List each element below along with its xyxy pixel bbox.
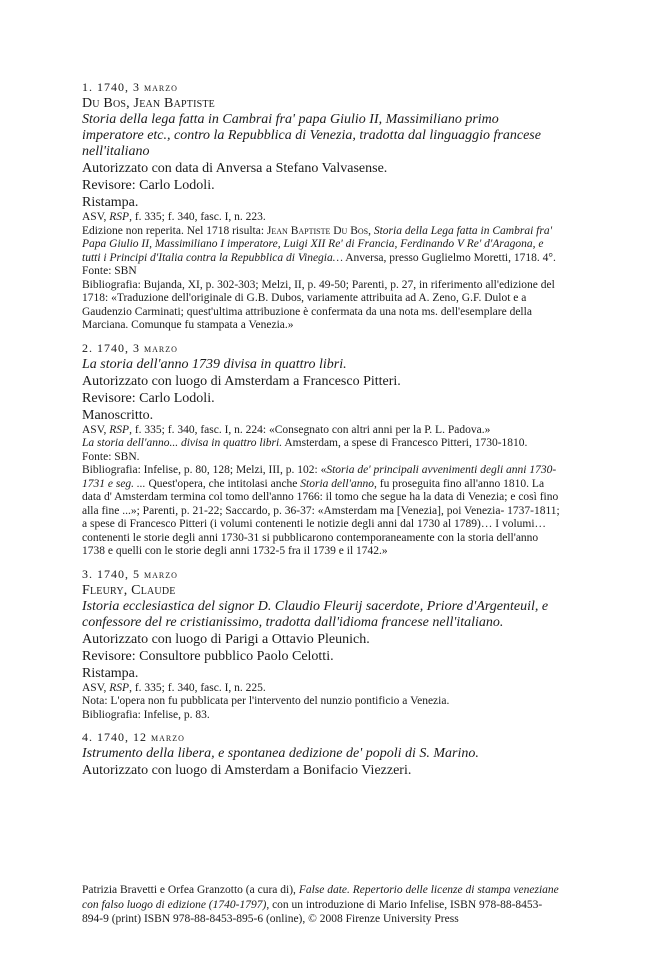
entry-heading: 1. 1740, 3 marzo xyxy=(82,80,178,94)
entry-source: Fonte: SBN. xyxy=(82,450,140,463)
entry-status: Ristampa. xyxy=(82,195,139,210)
entry-authorization: Autorizzato con data di Anversa a Stefano Valvasense. xyxy=(82,161,388,176)
entry-4 xyxy=(82,730,560,779)
entry-author: Du Bos, Jean Baptiste xyxy=(82,96,215,111)
entry-archive: ASV, RSP, f. 335; f. 340, fasc. I, n. 223. xyxy=(82,211,266,223)
entry-reviser: Revisore: Consultore pubblico Paolo Celotti. xyxy=(82,648,334,664)
entry-author: Fleury, Claude xyxy=(82,582,176,598)
entry-status: Manoscritto. xyxy=(82,407,154,423)
entry-1 xyxy=(82,80,560,333)
entry-title: Istrumento della libera, e spontanea dedizione de' popoli di S. Marino. xyxy=(82,746,479,761)
entry-title: Storia della lega fatta in Cambrai fra' papa Giulio II, Massimiliano primo imperatore etc., contro la Repubblica di Venezia, tradotta dal linguaggio francese nell'italiano xyxy=(82,112,541,159)
entry-reviser: Revisore: Carlo Lodoli. xyxy=(82,390,215,406)
entry-bibliography: Bibliografia: Infelise, p. 83. xyxy=(82,708,210,721)
entry-heading: 3. 1740, 5 marzo xyxy=(82,566,178,581)
page-footer-citation: Patrizia Bravetti e Orfea Granzotto (a cura di), False date. Repertorio delle licenze di stampa veneziane con falso luogo di edizione (1740-1797), con un introduzione di Mario Infelise, ISBN 978-88-8453-894-9 (print) ISBN 978-88-8453-895-6 (online), © 2008 Firenze University Press xyxy=(82,884,559,925)
entry-archive: ASV, RSP, f. 335; f. 340, fasc. I, n. 225. xyxy=(82,681,266,694)
entry-edition: La storia dell'anno... divisa in quattro libri. Amsterdam, a spese di Francesco Pitteri, 1730-1810. xyxy=(82,437,528,449)
entry-reviser: Revisore: Carlo Lodoli. xyxy=(82,178,215,193)
entry-authorization: Autorizzato con luogo di Amsterdam a Francesco Pitteri. xyxy=(82,373,401,389)
entry-authorization: Autorizzato con luogo di Parigi a Ottavio Pleunich. xyxy=(82,631,370,647)
entry-status: Ristampa. xyxy=(82,665,139,681)
entry-3 xyxy=(82,567,560,723)
entry-source: Fonte: SBN xyxy=(82,265,137,277)
entry-archive: ASV, RSP, f. 335; f. 340, fasc. I, n. 224: «Consegnato con altri anni per la P. L. Padova.» xyxy=(82,423,491,436)
entry-note: Nota: L'opera non fu pubblicata per l'intervento del nunzio pontificio a Venezia. xyxy=(82,695,450,707)
entry-bibliography: Bibliografia: Infelise, p. 80, 128; Melzi, III, p. 102: «Storia de' principali avvenimenti degli anni 1730-1731 e seg. ... Quest'opera, che intitolasi anche Storia dell'anno, fu proseguita fino all'anno 1810. La data d' Amsterdam termina col tomo dell'anno 1766: il tomo che segue ha la data di Venezia; e così fino alla fine ...»; Parenti, p. 21-22; Saccardo, p. 36-37: «Amsterdam ma [Venezia], poi Venezia- 1737-1811; a spese di Francesco Pitteri (i volumi contenenti le notizie degli anni dal 1730 al 1789)… I volumi…contenenti le storie degli anni 1730-31 si pubblicarono contemporaneamente con la storia dell'anno 1738 e quelli con le storie degli anni 1732-5 fra il 1739 e il 1742.» xyxy=(82,464,560,557)
document-body xyxy=(82,80,560,787)
entry-bibliography: Bibliografia: Bujanda, XI, p. 302-303; Melzi, II, p. 49-50; Parenti, p. 27, in riferimento all'edizione del 1718: «Traduzione dell'originale di G.B. Dubos, variamente attribuita ad A. Zeno, G.F. Dulot e a Gaudenzio Carminati; quest'ultima attribuzione è confermata da una nota ms. dell'esemplare della Marciana. Comunque fu stampata a Venezia.» xyxy=(82,278,555,331)
entry-edition: Edizione non reperita. Nel 1718 risulta: Jean Baptiste Du Bos, Storia della Lega fatta in Cambrai fra' Papa Giulio II, Massimiliano I imperatore, Luigi XII Re' di Francia, Ferdinando V Re' d'Aragona, e tutti i Principi d'Italia contra la Repubblica di Vinegia… Anversa, presso Guglielmo Moretti, 1718. 4°. xyxy=(82,224,556,264)
entry-authorization: Autorizzato con luogo di Amsterdam a Bonifacio Viezzeri. xyxy=(82,763,412,778)
entry-heading: 4. 1740, 12 marzo xyxy=(82,730,185,744)
entry-heading: 2. 1740, 3 marzo xyxy=(82,340,178,355)
entry-2 xyxy=(82,341,560,559)
entry-title: La storia dell'anno 1739 divisa in quattro libri. xyxy=(82,356,347,372)
entry-title: Istoria ecclesiastica del signor D. Claudio Fleurij sacerdote, Priore d'Argenteuil, e confessore del re cristianissimo, tradotta dall'idioma francese nell'italiano. xyxy=(82,598,549,630)
